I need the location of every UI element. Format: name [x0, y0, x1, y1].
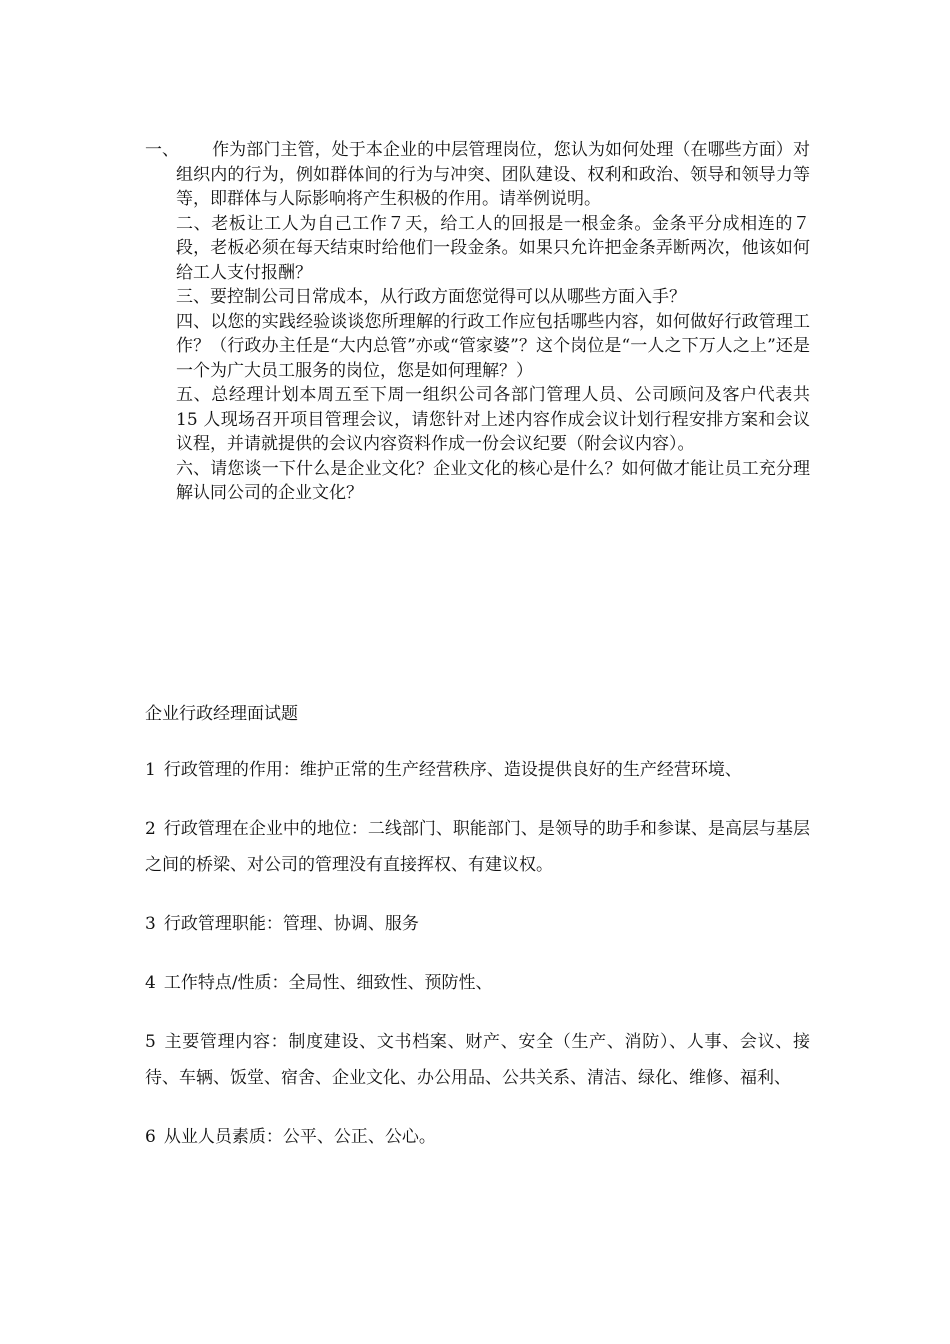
item-number: 6: [145, 1127, 156, 1147]
question-item: [145, 138, 810, 212]
item-number: 5: [145, 1032, 156, 1052]
list-item: [145, 906, 810, 942]
item-number: 4: [145, 973, 156, 993]
answer-list: [145, 752, 810, 1155]
question-number: 一、: [145, 140, 179, 160]
item-number: 3: [145, 914, 156, 934]
item-text: 工作特点/性质：全局性、细致性、预防性、: [163, 973, 493, 993]
question-text: [176, 138, 810, 212]
list-item: [145, 965, 810, 1001]
item-text: 行政管理职能：管理、协调、服务: [163, 914, 419, 934]
question-item: 三、要控制公司日常成本，从行政方面您觉得可以从哪些方面入手？: [176, 287, 686, 307]
item-text: 行政管理在企业中的地位：二线部门、职能部门、是领导的助手和参谋、是高层与基层之间的桥梁、对公司的管理没有直接挥权、有建议权。: [145, 819, 810, 875]
item-text: 从业人员素质：公平、公正、公心。: [163, 1127, 436, 1147]
question-text-content: 作为部门主管，处于本企业的中层管理岗位，您认为如何处理（在哪些方面）对组织内的行为，例如群体间的行为与冲突、团队建设、权利和政治、领导和领导力等等，即群体与人际影响将产生积极的作用。请举例说明。: [176, 140, 810, 209]
item-text: 主要管理内容：制度建设、文书档案、财产、安全（生产、消防）、人事、会议、接待、车辆、饭堂、宿舍、企业文化、办公用品、公共关系、清洁、绿化、维修、福利、: [145, 1032, 810, 1088]
item-number: 1: [145, 760, 156, 780]
list-item: [145, 811, 810, 883]
section-title: 企业行政经理面试题: [145, 704, 298, 724]
question-list: [145, 138, 810, 506]
question-item: 四、以您的实践经验谈谈您所理解的行政工作应包括哪些内容，如何做好行政管理工作？（行政办主任是“大内总管”亦或“管家婆”？这个岗位是“一人之下万人之上”还是一个为广大员工服务的岗位，您是如何理解？）: [176, 311, 810, 381]
list-item: [145, 1119, 810, 1155]
item-text: 行政管理的作用：维护正常的生产经营秩序、造设提供良好的生产经营环境、: [163, 760, 742, 780]
question-item: 五、总经理计划本周五至下周一组织公司各部门管理人员、公司顾问及客户代表共 15 人现场召开项目管理会议，请您针对上述内容作成会议计划行程安排方案和会议议程，并请就提供的会议内容资料作成一份会议纪要（附会议内容）。: [176, 385, 810, 454]
list-item: [145, 752, 810, 788]
question-item: 六、请您谈一下什么是企业文化？企业文化的核心是什么？如何做才能让员工充分理解认同公司的企业文化？: [176, 458, 810, 503]
list-item: [145, 1024, 810, 1096]
item-number: 2: [145, 819, 156, 839]
question-item: 二、老板让工人为自己工作７天，给工人的回报是一根金条。金条平分成相连的７段，老板必须在每天结束时给他们一段金条。如果只允许把金条弄断两次，他该如何给工人支付报酬？: [176, 213, 810, 283]
